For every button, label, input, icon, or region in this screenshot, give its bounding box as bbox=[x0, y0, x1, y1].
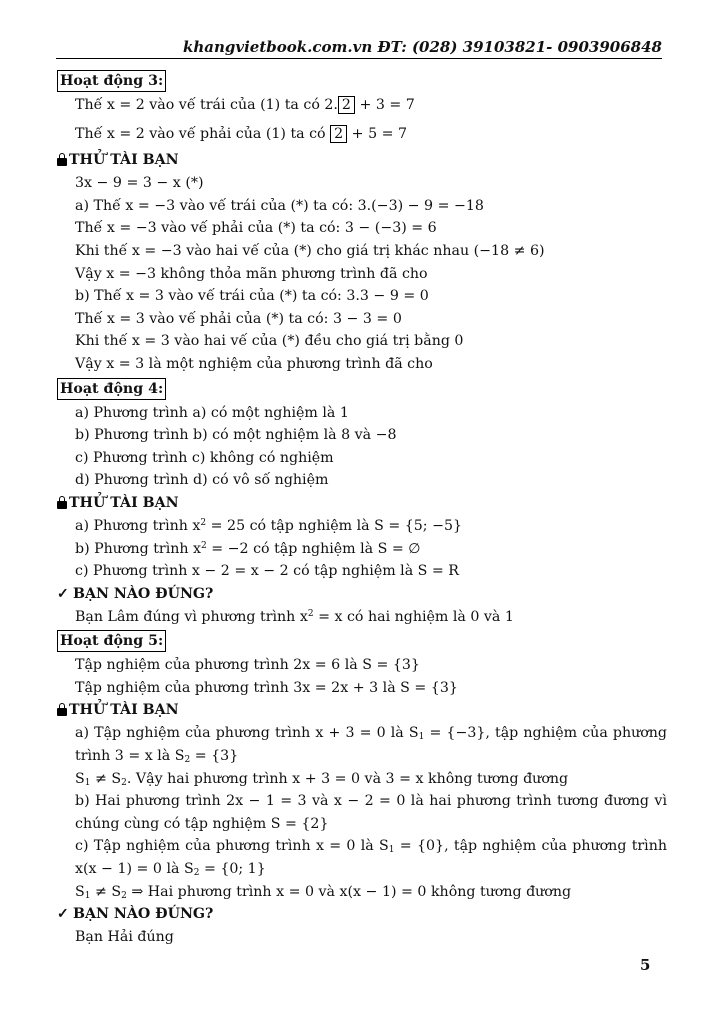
text-line: Vậy x = 3 là một nghiệm của phương trình đã cho bbox=[75, 355, 433, 372]
who-is-right-section-2 bbox=[57, 903, 667, 949]
text-line: a) Thế x = −3 vào vế trái của (*) ta có: 3.(−3) − 9 = −18 bbox=[75, 197, 484, 214]
text-line: c) Phương trình c) không có nghiệm bbox=[75, 449, 334, 466]
page-header: khangvietbook.com.vn ĐT: (028) 39103821- 0903906848 bbox=[56, 38, 662, 59]
text-line: Thế x = 3 vào vế phải của (*) ta có: 3 − 3 = 0 bbox=[75, 310, 402, 327]
text-line: Bạn Lâm đúng vì phương trình $x^2 = x$ có hai nghiệm là 0 và 1 bbox=[75, 608, 514, 625]
boxed-answer: 2 bbox=[330, 125, 347, 143]
challenge-section-2 bbox=[57, 492, 667, 583]
text-line: b) Phương trình $x^2 = -2$ có tập nghiệm là S = ∅ bbox=[75, 540, 421, 557]
text-line: Tập nghiệm của phương trình 2x = 6 là S = {3} bbox=[75, 657, 420, 674]
checkmark-icon: ✓ bbox=[57, 585, 69, 602]
text-line: Thế x = −3 vào vế phải của (*) ta có: 3 − (−3) = 6 bbox=[75, 220, 437, 237]
section-heading: ✓ BẠN NÀO ĐÚNG? bbox=[57, 583, 667, 606]
challenge-section-3 bbox=[57, 699, 667, 903]
text-line: b) Phương trình b) có một nghiệm là 8 và −8 bbox=[75, 427, 397, 444]
section-heading: THỬ TÀI BẠN bbox=[57, 492, 667, 515]
text-line: Thế x = 2 vào vế phải của (1) ta có 2 + 5 = 7 bbox=[75, 125, 408, 142]
activity-3-section bbox=[57, 68, 667, 145]
activity-5-title: Hoạt động 5: bbox=[57, 630, 166, 652]
text-line: Bạn Hải đúng bbox=[75, 929, 174, 946]
checkmark-icon: ✓ bbox=[57, 906, 69, 923]
page-content bbox=[57, 68, 667, 949]
text-line: Tập nghiệm của phương trình 3x = 2x + 3 là S = {3} bbox=[75, 679, 458, 696]
text-line: a) Phương trình a) có một nghiệm là 1 bbox=[75, 404, 349, 421]
page-number: 5 bbox=[640, 956, 651, 974]
text-line: Thế x = 2 vào vế trái của (1) ta có 2. 2 + 3 = 7 bbox=[75, 97, 415, 113]
text-line: Vậy x = −3 không thỏa mãn phương trình đã cho bbox=[75, 265, 428, 282]
lock-icon bbox=[57, 153, 67, 166]
activity-4-title: Hoạt động 4: bbox=[57, 378, 166, 400]
text-line: Khi thế x = −3 vào hai vế của (*) cho giá trị khác nhau (−18 ≠ 6) bbox=[75, 242, 545, 259]
activity-4-section bbox=[57, 376, 667, 492]
text-line: Khi thế x = 3 vào hai vế của (*) đều cho giá trị bằng 0 bbox=[75, 333, 464, 350]
who-is-right-section-1 bbox=[57, 583, 667, 629]
lock-icon bbox=[57, 703, 67, 716]
text-line: c) Phương trình x − 2 = x − 2 có tập nghiệm là S = R bbox=[75, 563, 459, 580]
text-line: a) Phương trình $x^2 = 25$ có tập nghiệm là S = {5; −5} bbox=[75, 517, 463, 534]
challenge-section-1 bbox=[57, 149, 667, 375]
text-line: d) Phương trình d) có vô số nghiệm bbox=[75, 472, 329, 489]
text-line: $S_1 \ne S_2$. Vậy hai phương trình x + 3 = 0 và 3 = x không tương đương bbox=[75, 770, 569, 788]
section-heading: THỬ TÀI BẠN bbox=[57, 149, 667, 172]
text-paragraph: c) Tập nghiệm của phương trình x = 0 là $S_1 = \{0\}$, tập nghiệm của phương trình x(x − 1) = 0 là $S_2 = \{0$; 1} bbox=[75, 838, 667, 879]
section-heading: ✓ BẠN NÀO ĐÚNG? bbox=[57, 903, 667, 926]
text-paragraph: b) Hai phương trình 2x − 1 = 3 và x − 2 = 0 là hai phương trình tương đương vì chúng cùng có tập nghiệm S = {2} bbox=[75, 793, 667, 832]
activity-5-section bbox=[57, 628, 667, 699]
lock-icon bbox=[57, 496, 67, 509]
text-line: $S_1 \ne S_2$ ⇒ Hai phương trình x = 0 và x(x − 1) = 0 không tương đương bbox=[75, 883, 572, 901]
section-heading: THỬ TÀI BẠN bbox=[57, 699, 667, 722]
text-paragraph: a) Tập nghiệm của phương trình x + 3 = 0 là $S_1 = \{-3\}$, tập nghiệm của phương trình 3 = x là $S_2 = \{3\}$ bbox=[75, 725, 667, 766]
boxed-answer: 2 bbox=[338, 96, 355, 114]
activity-3-title: Hoạt động 3: bbox=[57, 70, 166, 92]
text-line: b) Thế x = 3 vào vế trái của (*) ta có: 3.3 − 9 = 0 bbox=[75, 288, 429, 305]
text-line: 3x − 9 = 3 − x (*) bbox=[75, 175, 204, 192]
